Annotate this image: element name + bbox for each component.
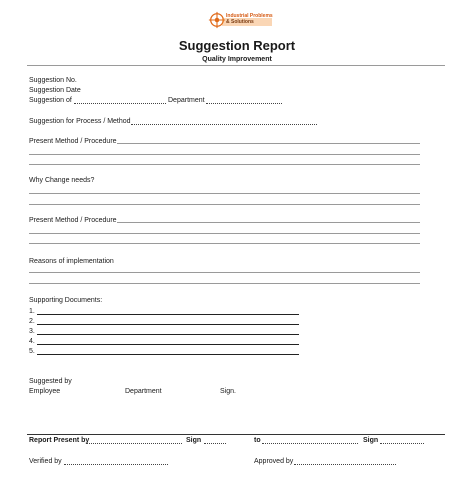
logo-line-1: Industrial Problems	[226, 13, 273, 19]
approved-by-field[interactable]	[294, 464, 396, 465]
footer-sign-field-1[interactable]	[204, 443, 226, 444]
present-method-label-2: Present Method / Procedure	[29, 217, 117, 224]
footer-divider	[27, 434, 445, 435]
suggested-by-label: Suggested by	[29, 378, 72, 385]
reasons-line-b[interactable]	[29, 283, 420, 284]
page-subtitle: Quality Improvement	[202, 56, 272, 63]
report-present-by-field[interactable]	[86, 443, 182, 444]
approved-by-label: Approved by	[254, 458, 294, 465]
suggestion-date-label: Suggestion Date	[29, 87, 81, 94]
doc-field-4[interactable]	[37, 344, 299, 345]
doc-number-1: 1.	[29, 308, 35, 315]
doc-number-5: 5.	[29, 348, 35, 355]
why-change-line-a[interactable]	[29, 193, 420, 194]
suggestion-for-field[interactable]	[131, 124, 317, 125]
suggestion-for-label: Suggestion for Process / Method	[29, 118, 131, 125]
reasons-label: Reasons of implementation	[29, 258, 114, 265]
footer-to-field[interactable]	[262, 443, 358, 444]
department-label: Department	[168, 97, 205, 104]
doc-field-3[interactable]	[37, 334, 299, 335]
page-title: Suggestion Report	[178, 38, 296, 53]
doc-number-3: 3.	[29, 328, 35, 335]
suggestion-no-label: Suggestion No.	[29, 77, 77, 84]
present-method-line-2b[interactable]	[29, 233, 420, 234]
suggestion-of-field[interactable]	[74, 103, 166, 104]
department-field[interactable]	[206, 103, 282, 104]
doc-number-4: 4.	[29, 338, 35, 345]
signoff-department-label: Department	[125, 388, 162, 395]
present-method-line-1b[interactable]	[29, 154, 420, 155]
footer-sign-label-1: Sign	[186, 437, 202, 444]
doc-field-5[interactable]	[37, 354, 299, 355]
footer-sign-field-2[interactable]	[380, 443, 424, 444]
present-method-line-1a[interactable]	[117, 143, 420, 144]
reasons-line-a[interactable]	[29, 272, 420, 273]
why-change-label: Why Change needs?	[29, 177, 95, 184]
verified-by-field[interactable]	[64, 464, 168, 465]
footer-sign-label-2: Sign	[363, 437, 379, 444]
doc-field-2[interactable]	[37, 324, 299, 325]
employee-label: Employee	[29, 388, 61, 395]
header-divider	[27, 65, 445, 66]
signoff-sign-label: Sign.	[220, 388, 236, 395]
doc-field-1[interactable]	[37, 314, 299, 315]
supporting-docs-label: Supporting Documents:	[29, 297, 103, 304]
present-method-line-1c[interactable]	[29, 164, 420, 165]
present-method-label-1: Present Method / Procedure	[29, 138, 117, 145]
verified-by-label: Verified by	[29, 458, 62, 465]
company-logo	[208, 10, 284, 32]
logo-line-2: & Solutions	[226, 19, 254, 25]
report-present-by-label: Report Present by	[29, 437, 90, 444]
present-method-line-2a[interactable]	[117, 222, 420, 223]
footer-to-label: to	[254, 437, 261, 444]
present-method-line-2c[interactable]	[29, 243, 420, 244]
why-change-line-b[interactable]	[29, 204, 420, 205]
suggestion-of-label: Suggestion of	[29, 97, 72, 104]
doc-number-2: 2.	[29, 318, 35, 325]
